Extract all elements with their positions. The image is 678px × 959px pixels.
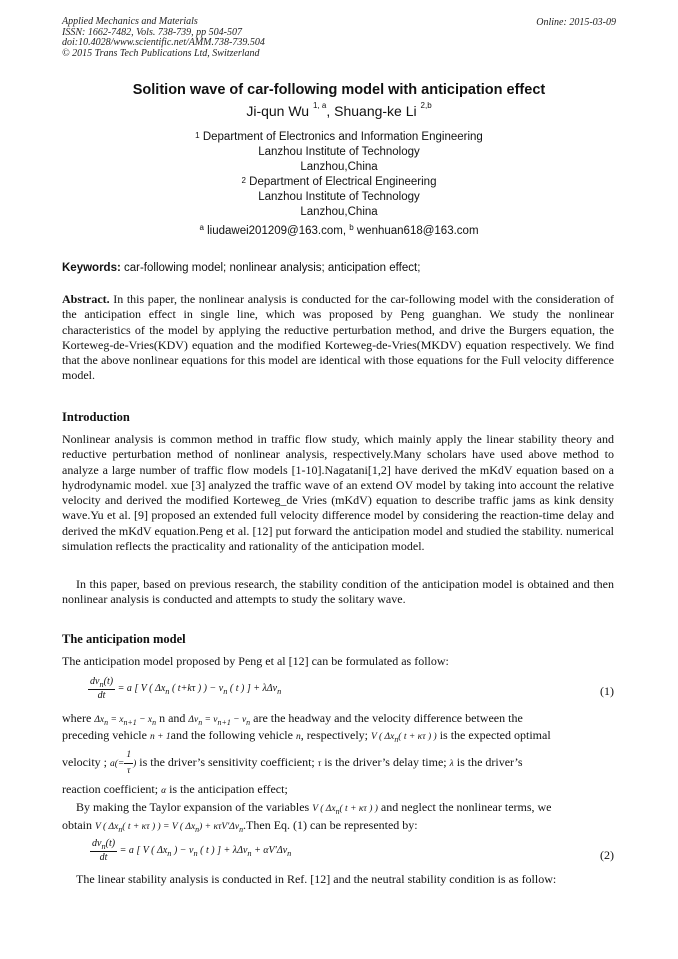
math-sub: n xyxy=(104,717,109,727)
math-sub: n xyxy=(223,686,228,696)
math-text: ( t + κτ ) ) xyxy=(398,732,437,742)
affiliations xyxy=(0,130,678,220)
math-text: ( t ) ] + λΔv xyxy=(200,844,248,856)
math-text: a xyxy=(110,758,115,769)
math-sub: n+1 xyxy=(123,717,137,727)
journal-issn: ISSN: 1662-7482, Vols. 738-739, pp 504-507 xyxy=(62,26,242,38)
affiliation-line xyxy=(0,175,678,190)
email-line xyxy=(0,225,678,237)
email-sup: a xyxy=(199,223,204,232)
math-text: ( t+kτ ) ) − v xyxy=(171,682,224,694)
text: is the expected optimal xyxy=(439,728,551,742)
email-sup: b xyxy=(349,223,354,232)
fraction xyxy=(124,748,133,780)
math-text: = v xyxy=(202,715,218,725)
author-1-sup: 1, a xyxy=(313,101,327,110)
journal-name: Applied Mechanics and Materials xyxy=(62,16,198,27)
affiliation-sup: 2 xyxy=(241,176,246,185)
taylor-expr xyxy=(312,804,378,814)
author-line xyxy=(0,103,678,119)
math-text: − v xyxy=(230,715,247,725)
text: preceding vehicle xyxy=(62,728,147,742)
math-text: ) + κτV′Δv xyxy=(199,822,240,832)
equation-2 xyxy=(90,838,291,863)
journal-copyright: © 2015 Trans Tech Publications Ltd, Switzerland xyxy=(62,47,260,59)
math-sub: n xyxy=(246,717,251,727)
model-intro: The anticipation model proposed by Peng et al [12] can be formulated as follow: xyxy=(62,654,449,668)
math-sub: n xyxy=(394,734,399,744)
affiliation-line: Lanzhou Institute of Technology xyxy=(258,146,420,158)
math-text: dt xyxy=(97,690,106,701)
email-link[interactable]: wenhuan618@163.com xyxy=(356,225,479,237)
text: , respectively; xyxy=(300,728,368,742)
math-text: λ xyxy=(449,758,454,769)
math-text: − x xyxy=(136,715,153,725)
taylor-line-1 xyxy=(62,800,614,819)
math-sub: n xyxy=(101,842,106,851)
section-heading: The anticipation model xyxy=(62,632,186,646)
intro-paragraph: Nonlinear analysis is common method in traffic flow study, which mainly apply the linear stability theory and reductive perturbation method of nonlinear analysis, respectively.Many scholars have used above method to analyze a large number of traffic flow models [1-10].Nagatani[1,2] have derived the mKdV equation based on a hydrodynamic model. xue [3] analyzed the traffic wave of an extend OV model by taking into account the relative velocity and derived the modified Korteweg_de Vries (mKdV) equation to describe traffic jams as kink density wave.Yu et al. [9] proposed an extended full velocity difference model by considering the reaction-time delay and derived the mKdV equation.Peng et al. [12] put forward the anticipation model and studied the stability. numerical simulation reflects the practicality and rationality of the anticipation model. xyxy=(62,432,614,554)
stability-paragraph: The linear stability analysis is conducted in Ref. [12] and the neutral stability condition is as follow: xyxy=(76,872,557,886)
math-text: dt xyxy=(99,852,108,863)
optimal-velocity-expr xyxy=(371,732,437,742)
math-sub: n xyxy=(118,824,123,834)
author-2: Shuang-ke Li xyxy=(334,103,417,119)
math-sub: n xyxy=(335,806,340,816)
text: and neglect the nonlinear terms, we xyxy=(380,800,552,814)
math-text: dv xyxy=(90,676,100,687)
math-text: V ( Δx xyxy=(371,732,395,742)
math-text: 1 xyxy=(124,748,133,764)
affiliation-line: Lanzhou,China xyxy=(300,161,378,173)
math-text: = x xyxy=(108,715,124,725)
text: reaction coefficient; xyxy=(62,782,159,796)
math-sub: n xyxy=(198,717,203,727)
obtain-expr xyxy=(95,822,243,832)
online-date: Online: 2015-03-09 xyxy=(536,17,616,28)
affiliation-line: Lanzhou Institute of Technology xyxy=(258,191,420,203)
text: is the anticipation effect; xyxy=(169,782,288,796)
math-text: τ xyxy=(127,766,131,777)
where-line-4 xyxy=(62,782,614,799)
math-sub: n xyxy=(247,848,252,858)
text: is the driver’s sensitivity coefficient; xyxy=(139,754,315,769)
derivative xyxy=(90,838,117,863)
math-sub: n xyxy=(193,848,198,858)
text: obtain xyxy=(62,818,92,832)
text: .Then Eq. (1) can be represented by: xyxy=(243,818,418,832)
abstract-text: In this paper, the nonlinear analysis is conducted for the car-following model with the consideration of the anticipation effect in single line, which was proposed by Peng guanghan. We study the nonlinear characteristics of the model by applying the reductive perturbation method, and drive the Burgers equation, the Korteweg-de-Vries(KDV) equation and the modified Korteweg-de-Vries(MKDV) equation respectively. We find that the above nonlinear equations for this model are identical with those equations for the Full velocity difference model. xyxy=(62,292,614,383)
equation-number: (1) xyxy=(600,684,614,698)
taylor-line-2 xyxy=(62,818,614,837)
math-text: n xyxy=(295,732,301,742)
equation-number: (2) xyxy=(600,848,614,862)
email-link[interactable]: liudawei201209@163.com xyxy=(207,225,343,237)
affiliation-line: Lanzhou,China xyxy=(300,206,378,218)
math-text: = a [ V ( Δx xyxy=(117,682,166,694)
affiliation-text: Department of Electronics and Information Engineering xyxy=(202,131,483,143)
math-sub: n xyxy=(99,680,104,689)
paper-title: Solition wave of car-following model with anticipation effect xyxy=(132,82,546,98)
math-sub: n xyxy=(165,686,170,696)
affiliation-sup: 1 xyxy=(195,131,200,140)
math-text: V ( Δx xyxy=(95,822,119,832)
text: where xyxy=(62,711,92,725)
keywords-text: car-following model; nonlinear analysis; anticipation effect; xyxy=(120,262,421,274)
math-text: α xyxy=(161,786,167,796)
section-heading: Introduction xyxy=(62,410,130,424)
text: are the headway and the velocity difference between the xyxy=(253,711,523,725)
math-text: τ xyxy=(317,758,322,769)
affiliation-line xyxy=(0,130,678,145)
author-separator: , xyxy=(326,103,335,119)
text: and the following vehicle xyxy=(170,728,293,742)
math-sub: n xyxy=(287,848,292,858)
keywords-label: Keywords: xyxy=(62,262,121,274)
sensitivity-expr: a(= $\frac{1}{\tau}$ ) xyxy=(110,759,136,769)
math-text: = a [ V ( Δx xyxy=(119,844,168,856)
where-line-3 xyxy=(62,748,614,780)
journal-doi: doi:10.4028/www.scientific.net/AMM.738-739.504 xyxy=(62,37,265,48)
text: By making the Taylor expansion of the variables xyxy=(76,800,310,814)
math-text: dv xyxy=(92,838,102,849)
affiliation-text: Department of Electrical Engineering xyxy=(249,176,437,188)
math-sub: n xyxy=(195,824,200,834)
keywords xyxy=(62,262,420,274)
math-text: (t) xyxy=(105,838,116,849)
where-line-2 xyxy=(62,728,614,747)
math-text: ( t + κτ ) ) = V ( Δx xyxy=(122,822,196,832)
derivative xyxy=(88,676,115,701)
math-sub: n xyxy=(152,717,157,727)
math-text: n + 1 xyxy=(149,732,171,742)
text: velocity ; xyxy=(62,754,107,769)
math-text: ( t ) ] + λΔv xyxy=(229,682,278,694)
email-separator: , xyxy=(342,225,350,237)
author-2-sup: 2,b xyxy=(420,101,432,110)
math-text: + αV′Δv xyxy=(254,844,288,856)
math-sub: n xyxy=(239,824,244,834)
math-sub: n xyxy=(167,848,172,858)
math-text: ) − v xyxy=(173,844,194,856)
math-text: ( t + κτ ) ) xyxy=(339,804,378,814)
abstract xyxy=(62,292,614,384)
math-text: (t) xyxy=(103,676,114,687)
math-sub: n+1 xyxy=(217,717,231,727)
journal-header xyxy=(62,17,265,59)
intro-paragraph: In this paper, based on previous research, the stability condition of the anticipation model is obtained and then nonlinear analysis is conducted and attempts to study the solitary wave. xyxy=(62,577,614,607)
headway-expr xyxy=(94,715,156,725)
velocity-diff-expr xyxy=(188,715,250,725)
text: n and xyxy=(159,711,186,725)
math-sub: n xyxy=(277,686,282,696)
abstract-label: Abstract. xyxy=(62,292,110,306)
equation-1 xyxy=(88,676,281,701)
text: is the driver’s delay time; xyxy=(324,754,447,769)
text: is the driver’s xyxy=(456,754,523,769)
author-1: Ji-qun Wu xyxy=(246,103,310,119)
math-text: Δv xyxy=(188,715,199,725)
math-text: Δx xyxy=(94,715,105,725)
math-text: V ( Δx xyxy=(312,804,336,814)
